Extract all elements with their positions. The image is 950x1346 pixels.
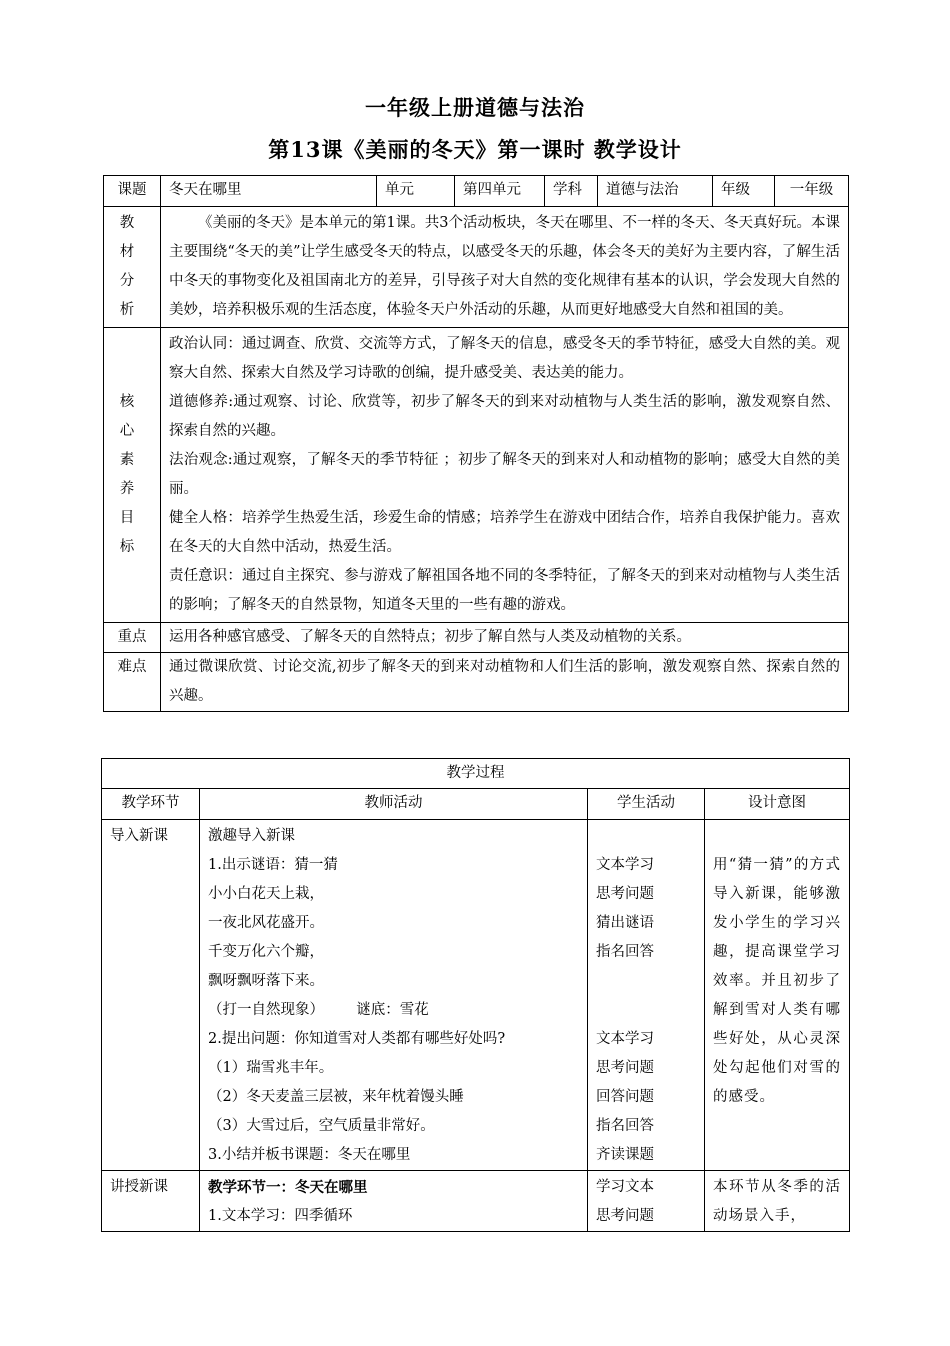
stage-new-teacher: 教学环节一：冬天在哪里 1.文本学习：四季循环 (200, 1171, 588, 1232)
stage-intro-design: 用“猜一猜”的方式导入新课，能够激发小学生的学习兴趣，提高课堂学习效率。并且初步了解到雪对人类有哪些好处，从心灵深处勾起他们对雪的的感受。 (705, 820, 850, 1171)
difficulty-label: 难点 (104, 653, 161, 712)
stage-new-label: 讲授新课 (102, 1171, 200, 1232)
stage-intro-student: 文本学习 思考问题 猜出谜语 指名回答 文本学习 思考问题 回答问题 指名回答 齐读课题 (588, 820, 705, 1171)
header-student: 学生活动 (588, 789, 705, 820)
stage-intro-label: 导入新课 (102, 820, 200, 1171)
stage-new-student: 学习文本 思考问题 (588, 1171, 705, 1232)
header-design: 设计意图 (705, 789, 850, 820)
goal-responsibility: 责任意识：通过自主探究、参与游戏了解祖国各地不同的冬季特征，了解冬天的到来对动植物与人类生活的影响；了解冬天的自然景物，知道冬天里的一些有趣的游戏。 (169, 568, 840, 613)
grade-label: 年级 (713, 176, 775, 207)
lesson-label: 课题 (104, 176, 161, 207)
header-stage: 教学环节 (102, 789, 200, 820)
header-teacher: 教师活动 (200, 789, 588, 820)
goals-label: 核心 素养 目标 (104, 328, 161, 623)
unit-label: 单元 (377, 176, 455, 207)
goal-political: 政治认同：通过调查、欣赏、交流等方式，了解冬天的信息，感受冬天的季节特征，感受大自然的美。观察大自然、探索大自然及学习诗歌的创编，提升感受美、表达美的能力。 (169, 336, 840, 381)
unit-value: 第四单元 (455, 176, 545, 207)
goal-moral: 道德修养:通过观察、讨论、欣赏等，初步了解冬天的到来对动植物与人类生活的影响，激发观察自然、探索自然的兴趣。 (169, 394, 840, 439)
process-title: 教学过程 (102, 759, 850, 789)
stage-intro-teacher: 激趣导入新课 1.出示谜语：猜一猜 小小白花天上栽， 一夜北风花盛开。 千变万化六个瓣， 飘呀飘呀落下来。 （打一自然现象） 谜底：雪花 2.提出问题：你知道雪对人类都有哪些好处吗? （1）瑞雪兆丰年。 （2）冬天麦盖三层被，来年枕着馒头睡 （3）大雪过后，空气质量非常好。 3.小结并板书课题：冬天在哪里 (200, 820, 588, 1171)
analysis-label: 教材 分析 (104, 207, 161, 328)
goal-personality: 健全人格：培养学生热爱生活，珍爱生命的情感；培养学生在游戏中团结合作，培养自我保护能力。喜欢在冬天的大自然中活动，热爱生活。 (169, 510, 840, 555)
lesson-info-table (103, 175, 849, 712)
key-point-text: 运用各种感官感受、了解冬天的自然特点；初步了解自然与人类及动植物的关系。 (161, 623, 849, 653)
key-point-label: 重点 (104, 623, 161, 653)
subject-value: 道德与法治 (598, 176, 713, 207)
document-title: 一年级上册道德与法治 (365, 95, 585, 120)
process-table (101, 758, 850, 1232)
subject-label: 学科 (545, 176, 598, 207)
difficulty-text: 通过微课欣赏、讨论交流,初步了解冬天的到来对动植物和人们生活的影响，激发观察自然、探索自然的兴趣。 (161, 653, 849, 712)
stage-new-design: 本环节从冬季的活动场景入手， (705, 1171, 850, 1232)
document-subtitle: 第13课《美丽的冬天》第一课时 教学设计 (268, 137, 682, 162)
analysis-text: 《美丽的冬天》是本单元的第1课。共3个活动板块，冬天在哪里、不一样的冬天、冬天真好玩。本课主要围绕“冬天的美”让学生感受冬天的特点，以感受冬天的乐趣，体会冬天的美好为主要内容，了解生活中冬天的事物变化及祖国南北方的差异，引导孩子对大自然的变化规律有基本的认识，学会发现大自然的美妙，培养积极乐观的生活态度，体验冬天户外活动的乐趣，从而更好地感受大自然和祖国的美。 (169, 215, 840, 318)
goal-law: 法治观念:通过观察，了解冬天的季节特征 ；初步了解冬天的到来对人和动植物的影响；感受大自然的美丽。 (169, 452, 840, 497)
lesson-value: 冬天在哪里 (161, 176, 377, 207)
grade-value: 一年级 (775, 176, 849, 207)
